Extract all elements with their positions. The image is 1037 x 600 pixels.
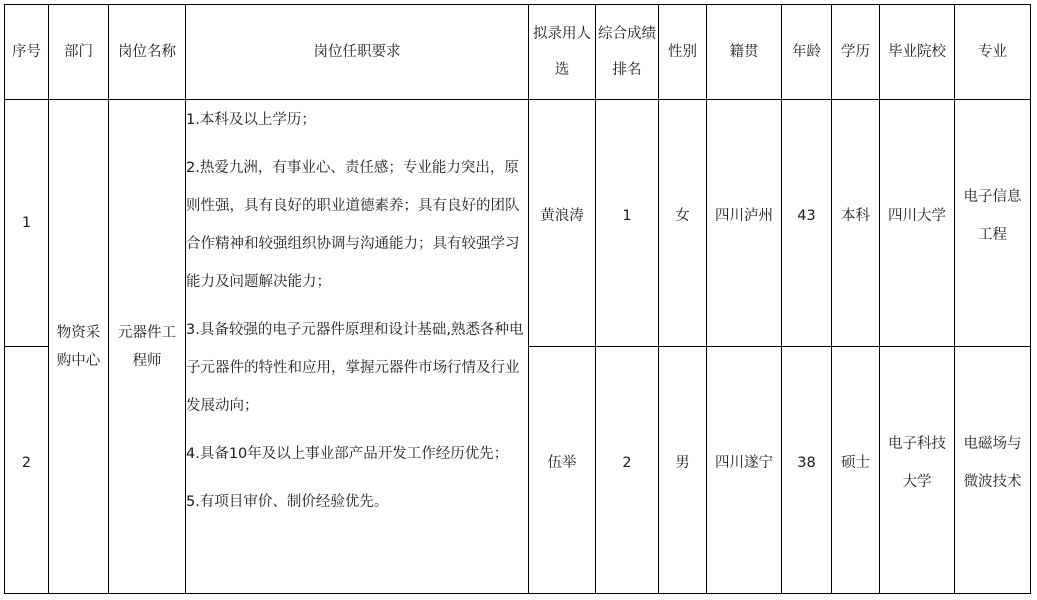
header-major: 专业 (978, 44, 1007, 60)
row2-rank: 2 (622, 455, 632, 471)
requirement-item: 3.具备较强的电子元器件原理和设计基础,熟悉各种电子元器件的特性和应用，掌握元器件市场行情及行业发展动向； (186, 322, 524, 414)
row2-school: 电子科技大学 (888, 436, 946, 490)
row2-seq: 2 (21, 455, 32, 471)
requirement-item: 5.有项目审价、制价经验优先。 (186, 494, 389, 510)
header-position: 岗位名称 (118, 44, 176, 60)
position-cell: 元器件工程师 (118, 324, 176, 369)
requirement-item: 2.热爱九洲，有事业心、责任感；专业能力突出，原则性强，具有良好的职业道德素养；具有良好的团队合作精神和较强组织协调与沟通能力；具有较强学习能力及问题解决能力； (186, 160, 520, 290)
table-border-bottom (4, 593, 1030, 594)
row1-age: 43 (797, 208, 816, 224)
row2-education: 硕士 (841, 455, 870, 471)
header-school: 毕业院校 (888, 44, 946, 60)
header-education: 学历 (841, 44, 870, 60)
row2-age: 38 (797, 455, 816, 471)
dept-cell: 物资采购中心 (56, 324, 101, 369)
row2-major: 电磁场与微波技术 (963, 436, 1022, 490)
row2-gender: 男 (675, 455, 690, 471)
row1-gender: 女 (675, 208, 690, 224)
row1-education: 本科 (841, 208, 870, 224)
row1-rank: 1 (622, 208, 632, 224)
row1-native-place: 四川泸州 (715, 208, 773, 224)
requirement-item: 1.本科及以上学历； (186, 112, 316, 128)
col-line (1030, 4, 1031, 594)
requirement-item: 4.具备10年及以上事业部产品开发工作经历优先； (186, 446, 509, 462)
header-dept: 部门 (64, 44, 93, 60)
header-requirements: 岗位任职要求 (313, 44, 401, 60)
row2-native-place: 四川遂宁 (715, 455, 773, 471)
row1-candidate: 黄浪涛 (540, 208, 584, 224)
header-age: 年龄 (792, 44, 821, 60)
header-gender: 性别 (668, 44, 697, 60)
header-native-place: 籍贯 (729, 44, 759, 60)
header-rank: 综合成绩排名 (598, 26, 656, 78)
row2-candidate: 伍举 (547, 455, 577, 471)
row1-school: 四川大学 (888, 208, 946, 224)
header-candidate: 拟录用人选 (533, 26, 591, 78)
row1-seq: 1 (21, 215, 32, 231)
requirements-cell (186, 100, 528, 521)
row1-major: 电子信息工程 (963, 189, 1022, 243)
header-seq: 序号 (12, 44, 41, 60)
